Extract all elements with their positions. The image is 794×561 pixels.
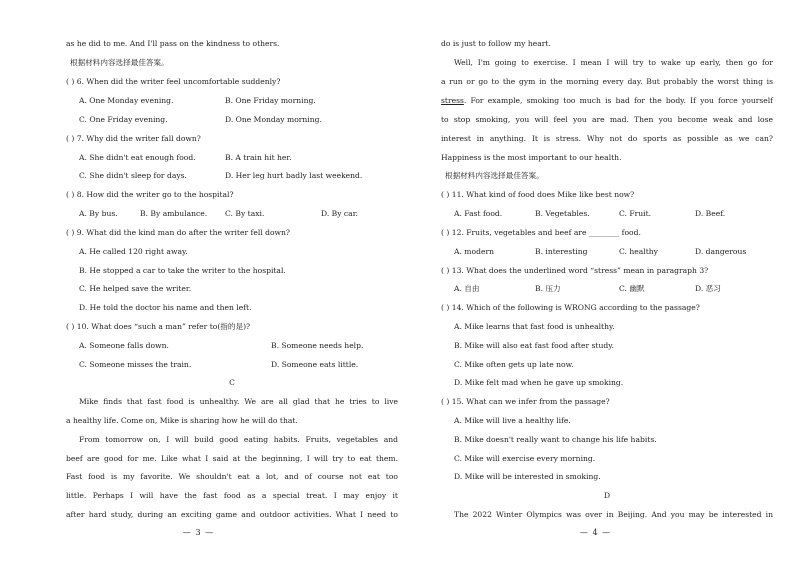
q10-option-b: B. Someone needs help. [271,341,364,350]
question-7: ( ) 7. Why did the writer fall down? [66,134,201,143]
page-number: — 4 — [579,528,612,537]
q11-option-a: A. Fast food. [454,209,503,218]
q8-option-a: A. By bus. [79,209,118,218]
q15-option-c: C. Mike will exercise every morning. [454,454,596,463]
passage-line-underlined [441,96,773,106]
q15-option-a: A. Mike will live a healthy life. [454,416,571,425]
text-line: as he did to me. And I'll pass on the kindness to others. [66,39,280,48]
passage-line: little. Perhaps I will have the fast food as a special treat. I may enjoy it [66,491,398,500]
q7-option-d: D. Her leg hurt badly last weekend. [225,171,363,180]
q9-option-c: C. He helped save the writer. [79,284,192,293]
q10-option-a: A. Someone falls down. [79,341,169,350]
q10-option-d: D. Someone eats little. [271,360,359,369]
instruction: 根据材料内容选择最佳答案。 [445,171,544,180]
q6-option-c: C. One Friday evening. [79,115,168,124]
question-14: ( ) 14. Which of the following is WRONG according to the passage? [441,303,700,312]
passage-line: after hard study, during an exciting game and outdoor activities. What I need to [66,510,398,519]
question-15: ( ) 15. What can we infer from the passage? [441,397,610,406]
passage-line: to stop smoking, you will feel you are mad. Then you become weak and lose [441,115,773,124]
passage-line: Mike finds that fast food is unhealthy. We are all glad that he tries to live [79,397,398,406]
q6-option-a: A. One Monday evening. [79,96,174,105]
passage-line: Well, I'm going to exercise. I mean I will try to wake up early, then go for [454,58,773,67]
q13-option-b: B. 压力 [535,284,561,293]
q15-option-b: B. Mike doesn't really want to change his life habits. [454,435,657,444]
q13-option-c: C. 幽默 [619,284,645,293]
q13-option-a: A. 自由 [454,284,480,293]
passage-line: The 2022 Winter Olympics was over in Beijing. And you may be interested in [454,510,773,519]
passage-line: Happiness is the most important to our health. [441,153,622,162]
passage-line: do is just to follow my heart. [441,39,551,48]
question-11: ( ) 11. What kind of food does Mike like best now? [441,190,635,199]
q9-option-a: A. He called 120 right away. [79,247,188,256]
q6-option-d: D. One Monday morning. [225,115,322,124]
q7-option-b: B. A train hit her. [225,153,292,162]
passage-line: beef are good for me. Like what I said at the beginning, I will try to eat them. [66,454,398,463]
q13-option-d: D. 恶习 [695,284,721,293]
q7-option-c: C. She didn't sleep for days. [79,171,187,180]
underlined-word: stress [441,96,464,105]
q15-option-d: D. Mike will be interested in smoking. [454,472,601,481]
q14-option-a: A. Mike learns that fast food is unhealthy. [454,322,615,331]
question-8: ( ) 8. How did the writer go to the hospital? [66,190,234,199]
question-6: ( ) 6. When did the writer feel uncomfortable suddenly? [66,77,281,86]
q8-option-d: D. By car. [321,209,358,218]
q8-option-b: B. By ambulance. [140,209,208,218]
passage-line: interest in anything. It is stress. Why not do sports as possible as we can? [441,134,773,143]
question-10: ( ) 10. What does “such a man” refer to(指的是)? [66,322,251,331]
q8-option-c: C. By taxi. [225,209,265,218]
q9-option-b: B. He stopped a car to take the writer to the hospital. [79,266,286,275]
passage-line: a run or go to the gym in the morning every day. But probably the worst thing is [441,77,773,86]
q11-option-b: B. Vegetables. [535,209,590,218]
q12-option-a: A. modern [454,247,494,256]
section-heading-d: D [603,491,611,500]
page-4 [397,0,794,561]
q11-option-d: D. Beef. [695,209,726,218]
q14-option-b: B. Mike will also eat fast food after study. [454,341,614,350]
passage-line: a healthy life. Come on, Mike is sharing how he will do that. [66,416,298,425]
passage-line: Fast food is my favorite. We shouldn't eat a lot, and of course not eat too [66,472,398,481]
q14-option-c: C. Mike often gets up late now. [454,360,574,369]
passage-line: From tomorrow on, I will build good eating habits. Fruits, vegetables and [79,435,398,444]
q7-option-a: A. She didn't eat enough food. [79,153,196,162]
question-9: ( ) 9. What did the kind man do after the writer fell down? [66,228,290,237]
section-heading-c: C [229,378,235,387]
q9-option-d: D. He told the doctor his name and then left. [79,303,252,312]
question-12: ( ) 12. Fruits, vegetables and beef are ________ food. [441,228,641,237]
q12-option-b: B. interesting [535,247,588,256]
page-number: — 3 — [182,528,215,537]
instruction: 根据材料内容选择最佳答案。 [70,58,169,67]
q14-option-d: D. Mike felt mad when he gave up smoking. [454,378,624,387]
passage-line-rest: . For example, smoking too much is bad for the body. If you force yourself [463,96,773,105]
q10-option-c: C. Someone misses the train. [79,360,192,369]
q12-option-c: C. healthy [619,247,658,256]
q6-option-b: B. One Friday morning. [225,96,316,105]
q11-option-c: C. Fruit. [619,209,652,218]
q12-option-d: D. dangerous [695,247,747,256]
question-13: ( ) 13. What does the underlined word “stress” mean in paragraph 3? [441,266,709,275]
